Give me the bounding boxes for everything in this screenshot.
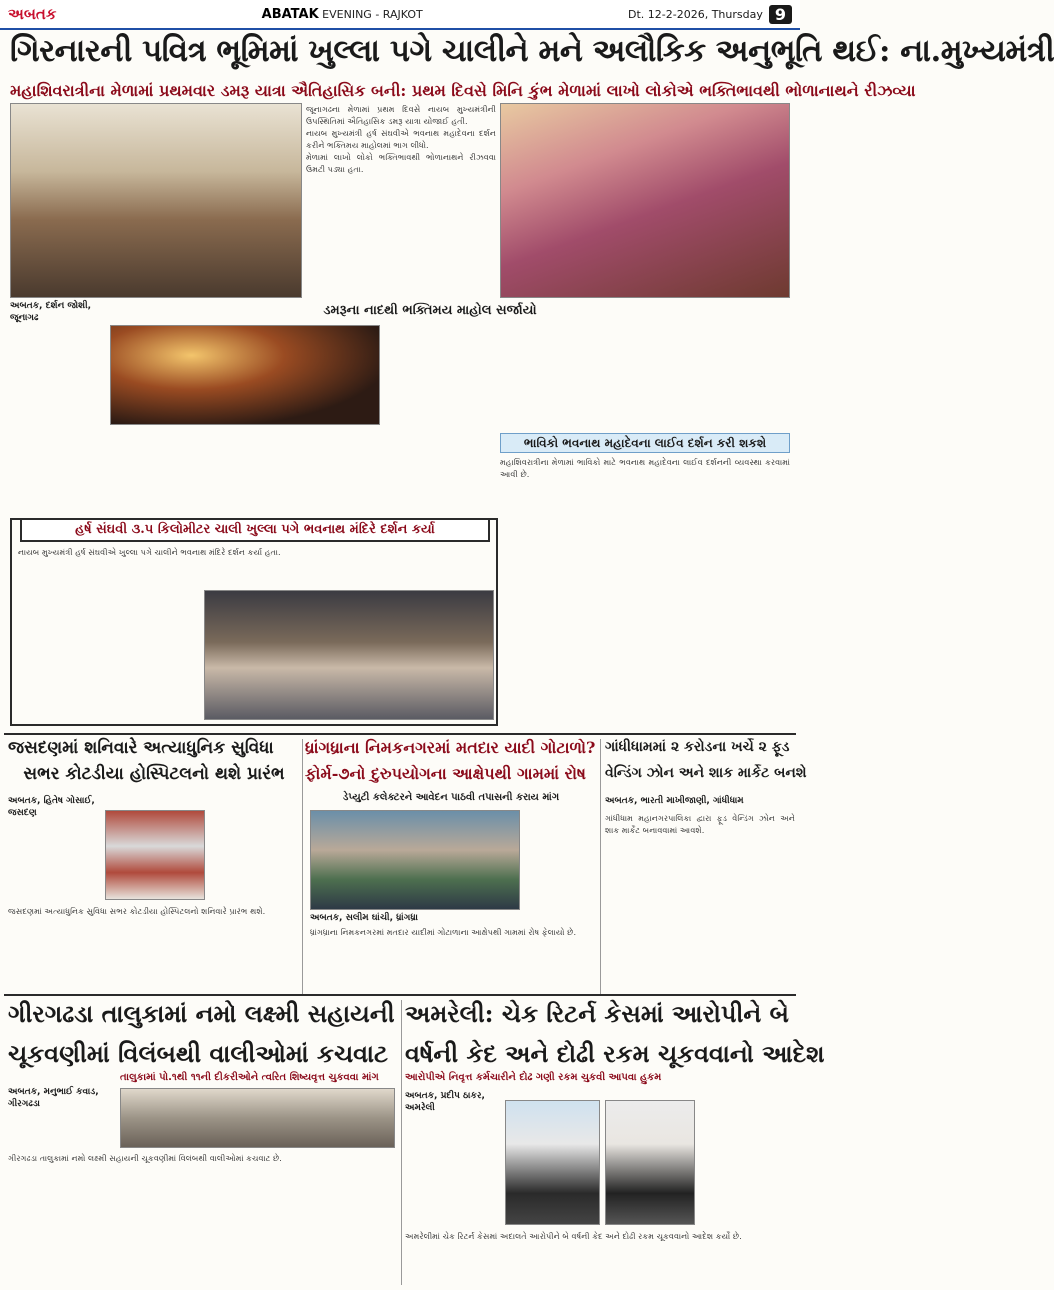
page-number: 9 xyxy=(769,5,792,24)
lead-photo-procession xyxy=(500,103,790,298)
jasdan-dateline: અબતક, હિતેષ ગોસાઈ, જસદણ xyxy=(8,796,95,818)
harsh-photo xyxy=(204,590,494,720)
live-darshan-body: મહાશિવરાત્રીના મેળામાં ભાવિકો માટે ભવનાથ મહાદેવના લાઈવ દર્શનની વ્યવસ્થા કરવામાં આવી છે. xyxy=(500,457,790,479)
girgadhda-body: ગીરગઢડા તાલુકામાં નમો લક્ષ્મી સહાયની ચૂકવણીમાં વિલંબથી વાલીઓમાં કચવાટ છે. xyxy=(8,1153,282,1163)
gandhidham-dateline: અબતક, ભારતી માખીજાણી, ગાંધીધામ xyxy=(605,796,744,806)
amreli-body: અમરેલીમાં ચેક રિટર્ન કેસમાં અદાલતે આરોપીને બે વર્ષની કેદ અને દોઢી રકમ ચૂકવવાનો આદેશ કર્યો છે. xyxy=(405,1231,742,1241)
newspaper-logo: અબતક xyxy=(8,5,57,23)
section-divider-2 xyxy=(4,994,796,996)
amreli-dateline: અબતક, પ્રદીપ ઠાકર, અમરેલી xyxy=(405,1091,485,1113)
harsh-headline: હર્ષ સંઘવી ૩.૫ કિલોમીટર ચાલી ખુલ્લા પગે ભવનાથ મંદિરે દર્શન કર્યા xyxy=(20,518,490,542)
amreli-subheadline: આરોપીએ નિવૃત્ત કર્મચારીને દોઢ ગણી રકમ ચુકવી આપવા હુકમ xyxy=(405,1072,662,1083)
dhrangadhra-dateline: અબતક, સલીમ ઘાંચી, ધ્રાંગધ્રા xyxy=(310,913,418,923)
amreli-photo-advocate xyxy=(605,1100,695,1225)
dhrangadhra-headline-2: ફોર્મ-૭નો દુરુપયોગના આક્ષેપથી ગામમાં રોષ xyxy=(305,764,586,783)
dhrangadhra-headline-1: ધ્રાંગધ્રાના નિમકનગરમાં મતદાર યાદી ગોટાળો? xyxy=(305,738,596,757)
gandhidham-headline-1: ગાંધીધામમાં ૨ કરોડના ખર્ચે ૨ ફૂડ xyxy=(605,739,790,755)
dhrangadhra-photo xyxy=(310,810,520,910)
amreli-photo-accused xyxy=(505,1100,600,1225)
section-divider-1 xyxy=(4,733,796,735)
lead-photo-ribbon xyxy=(10,103,302,298)
jasdan-headline-2: સભર કોટડીયા હોસ્પિટલનો થશે પ્રારંભ xyxy=(23,764,285,784)
girgadhda-photo xyxy=(120,1088,395,1148)
column-rule-2 xyxy=(600,739,601,994)
girgadhda-subheadline: તાલુકામાં પો.૧થી ૧૧ની દીકરીઓને ત્વરિત શિષ્યવૃત્ત ચુકવવા માંગ xyxy=(120,1072,379,1083)
jasdan-body: જસદણમાં અત્યાધુનિક સુવિધા સભર કોટડીયા હોસ્પિટલનો શનિવારે પ્રારંભ થશે. xyxy=(8,906,266,916)
girgadhda-headline-2: ચૂકવણીમાં વિલંબથી વાલીઓમાં કચવાટ xyxy=(8,1039,388,1068)
masthead-title xyxy=(262,7,423,22)
damru-photo xyxy=(110,325,380,425)
amreli-headline-1: અમરેલી: ચેક રિટર્ન કેસમાં આરોપીને બે xyxy=(405,999,789,1028)
gandhidham-body: ગાંધીધામ મહાનગરપાલિકા દ્વારા ફૂડ વેન્ડિંગ ઝોન અને શાક માર્કેટ બનાવવામાં આવશે. xyxy=(605,813,795,835)
dhrangadhra-body: ધ્રાંગધ્રાના નિમકનગરમાં મતદાર યાદીમાં ગોટાળાના આક્ષેપથી ગામમાં રોષ ફેલાયો છે. xyxy=(310,927,577,937)
column-rule-3 xyxy=(401,1000,402,1285)
damru-headline: ડમરૂના નાદથી ભક્તિમય માહોલ સર્જાયો xyxy=(323,303,537,318)
gandhidham-headline-2: વેન્ડિંગ ઝોન અને શાક માર્કેટ બનશે xyxy=(605,765,807,781)
lead-subheadline: મહાશિવરાત્રીના મેળામાં પ્રથમવાર ડમરૂ યાત્રા ઐતિહાસિક બની: પ્રથમ દિવસે મિનિ કુંભ મેળામાં લાખો લોકોએ ભક્તિભાવથી ભોળાનાથને રીઝવ્યા xyxy=(10,81,916,100)
amreli-headline-2: વર્ષની કેદ અને દોઢી રકમ ચૂકવવાનો આદેશ xyxy=(405,1039,825,1068)
jasdan-headline-1: જસદણમાં શનિવારે અત્યાધુનિક સુવિધા xyxy=(8,738,274,758)
lead-headline: ગિરનારની પવિત્ર ભૂમિમાં ખુલ્લા પગે ચાલીને મને અલૌકિક અનુભૂતિ થઈ: ના.મુખ્યમંત્રી xyxy=(10,33,1054,69)
paper-name: ABATAK xyxy=(261,6,319,22)
jasdan-hospital-photo xyxy=(105,810,205,900)
column-rule-1 xyxy=(302,739,303,994)
lead-dateline: અબતક, દર્શન જોશી, જૂનાગઢ xyxy=(10,301,92,323)
live-darshan-headline: ભાવિકો ભવનાથ મહાદેવના લાઈવ દર્શન કરી શકશે xyxy=(500,433,790,453)
edition-label: EVENING - RAJKOT xyxy=(322,7,423,21)
dhrangadhra-subheadline: ડેપ્યુટી કલેક્ટરને આવેદન પાઠવી તપાસની કરાય માંગ xyxy=(342,792,560,803)
issue-date: Dt. 12-2-2026, Thursday xyxy=(628,7,763,21)
lead-body: જૂનાગઢના મેળામાં પ્રથમ દિવસે નાયબ મુખ્યમંત્રીની ઉપસ્થિતિમાં ઐતિહાસિક ડમરૂ યાત્રા યોજાઈ હતી. નાયબ મુખ્યમંત્રી હર્ષ સંઘવીએ ભવનાથ મહાદેવના દર્શન કરીને ભક્તિમય માહોલમાં ભાગ લીધો. મેળામાં લાખો લોકો ભક્તિભાવથી ભોળાનાથને રીઝવવા ઉમટી પડ્યા હતા. xyxy=(306,104,496,174)
harsh-body: નાયબ મુખ્યમંત્રી હર્ષ સંઘવીએ ખુલ્લા પગે ચાલીને ભવનાથ મંદિરે દર્શન કર્યા હતા. xyxy=(18,547,281,557)
girgadhda-headline-1: ગીરગઢડા તાલુકામાં નમો લક્ષ્મી સહાયની xyxy=(8,999,395,1028)
masthead xyxy=(0,0,800,30)
girgadhda-dateline: અબતક, મનુભાઈ કવાડ, ગીરગઢડા xyxy=(8,1087,99,1109)
